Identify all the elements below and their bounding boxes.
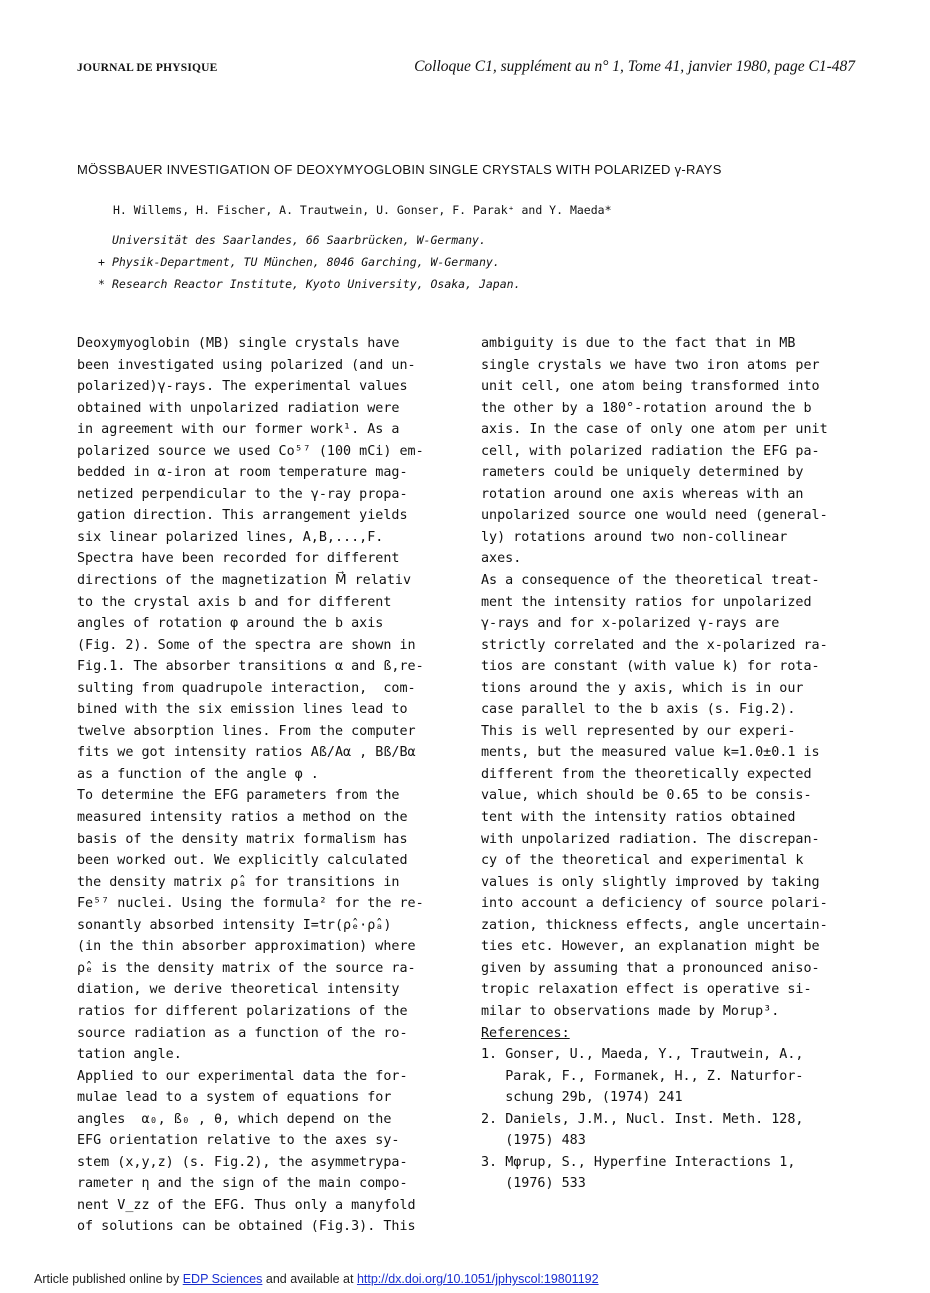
text-line: zation, thickness effects, angle uncertain- [481, 917, 828, 933]
text-line: with unpolarized radiation. The discrepan- [481, 831, 820, 847]
footer-notice [34, 1272, 599, 1286]
text-line: As a consequence of the theoretical treat- [481, 573, 820, 589]
text-line: the density matrix ρ̂ₐ for transitions in [77, 874, 400, 890]
text-line: ρ̂ₑ is the density matrix of the source ra- [77, 960, 416, 976]
doi-link[interactable]: http://dx.doi.org/10.1051/jphyscol:19801192 [356, 1272, 599, 1286]
text-line: tios are constant (with value k) for rota- [481, 659, 820, 675]
text-line: ments, but the measured value k=1.0±0.1 is [481, 745, 820, 761]
text-line: different from the theoretically expected [481, 766, 812, 782]
text-line: source radiation as a function of the ro- [77, 1025, 408, 1041]
text-line: This is well represented by our experi- [481, 723, 796, 739]
text-line: To determine the EFG parameters from the [77, 788, 400, 804]
reference-line [481, 1109, 861, 1131]
text-line: axes. [481, 551, 522, 567]
text-line: cy of the theoretical and experimental k [481, 853, 804, 869]
text-line: angles α₀, ß₀ , θ, which depend on the [77, 1111, 392, 1127]
text-line: fits we got intensity ratios Aß/Aα , Bß/Bα [77, 745, 416, 761]
text-line: case parallel to the b axis (s. Fig.2). [481, 702, 796, 718]
text-line: stem (x,y,z) (s. Fig.2), the asymmetrypa- [77, 1154, 408, 1170]
text-line: into account a deficiency of source polari- [481, 896, 828, 912]
reference-text: Parak, F., Formanek, H., Z. Naturfor- [505, 1068, 804, 1084]
text-line: tation angle. [77, 1047, 182, 1063]
text-line: twelve absorption lines. From the computer [77, 723, 416, 739]
text-line: polarized source we used Co⁵⁷ (100 mCi) em- [77, 443, 424, 459]
reference-line [481, 1087, 861, 1109]
text-line: tropic relaxation effect is operative si- [481, 982, 812, 998]
text-line: obtained with unpolarized radiation were [77, 400, 400, 416]
text-line: in agreement with our former work¹. As a [77, 422, 400, 438]
text-line: (Fig. 2). Some of the spectra are shown in [77, 637, 416, 653]
reference-line [481, 1152, 861, 1174]
publisher-link[interactable]: EDP Sciences [182, 1272, 263, 1286]
text-line: given by assuming that a pronounced aniso- [481, 960, 820, 976]
text-line: angles of rotation φ around the b axis [77, 616, 384, 632]
text-line: single crystals we have two iron atoms per [481, 357, 820, 373]
reference-text: schung 29b, (1974) 241 [505, 1090, 683, 1106]
text-line: sulting from quadrupole interaction, com- [77, 680, 416, 696]
text-line: (in the thin absorber approximation) where [77, 939, 416, 955]
text-line: basis of the density matrix formalism has [77, 831, 408, 847]
text-line: mulae lead to a system of equations for [77, 1090, 392, 1106]
text-line: ambiguity is due to the fact that in MB [481, 336, 796, 351]
text-line: tent with the intensity ratios obtained [481, 810, 796, 826]
reference-line [481, 1130, 861, 1152]
reference-number: 1. [481, 1047, 498, 1063]
author-list: H. Willems, H. Fischer, A. Trautwein, U. Gonser, F. Parak⁺ and Y. Maeda* [113, 203, 612, 217]
text-line: directions of the magnetization M⃗ relativ [77, 573, 412, 589]
text-line: as a function of the angle φ . [77, 766, 319, 782]
text-line: nent V_zz of the EFG. Thus only a manyfold [77, 1197, 416, 1213]
article-title: MÖSSBAUER INVESTIGATION OF DEOXYMYOGLOBIN SINGLE CRYSTALS WITH POLARIZED γ-RAYS [77, 162, 722, 177]
text-line: rameters could be uniquely determined by [481, 465, 804, 481]
text-line: ly) rotations around two non-collinear [481, 529, 788, 545]
text-line: to the crystal axis b and for different [77, 594, 392, 610]
text-line: Fig.1. The absorber transitions α and ß,re- [77, 659, 424, 675]
text-line: strictly correlated and the x-polarized ra- [481, 637, 828, 653]
text-line: Fe⁵⁷ nuclei. Using the formula² for the re- [77, 896, 424, 912]
reference-number: 3. [481, 1154, 498, 1170]
affiliation: Universität des Saarlandes, 66 Saarbrücken, W-Germany. [112, 233, 486, 247]
text-line: of solutions can be obtained (Fig.3). This [77, 1219, 416, 1235]
body-column-right [481, 333, 861, 1195]
affiliation: + Physik-Department, TU München, 8046 Garching, W-Germany. [98, 255, 500, 269]
text-line: Applied to our experimental data the for- [77, 1068, 408, 1084]
text-line: sonantly absorbed intensity I=tr(ρ̂ₑ·ρ̂ₐ) [77, 917, 392, 933]
journal-name: JOURNAL DE PHYSIQUE [77, 62, 218, 74]
footer-middle: and available at [265, 1272, 354, 1286]
text-line: EFG orientation relative to the axes sy- [77, 1133, 400, 1149]
reference-line [481, 1044, 861, 1066]
body-column-left [77, 333, 457, 1238]
text-line: values is only slightly improved by taking [481, 874, 820, 890]
text-line: rameter η and the sign of the main compo- [77, 1176, 408, 1192]
text-line: milar to observations made by Morup³. [481, 1003, 780, 1019]
text-line: diation, we derive theoretical intensity [77, 982, 400, 998]
text-line: γ-rays and for x-polarized γ-rays are [481, 616, 780, 632]
text-line: ties etc. However, an explanation might be [481, 939, 820, 955]
text-line: netized perpendicular to the γ-ray propa- [77, 486, 408, 502]
affiliation: * Research Reactor Institute, Kyoto University, Osaka, Japan. [98, 277, 521, 291]
reference-text: (1976) 533 [505, 1176, 586, 1192]
citation-line: Colloque C1, supplément au n° 1, Tome 41, janvier 1980, page C1-487 [414, 58, 855, 75]
text-line: gation direction. This arrangement yields [77, 508, 408, 524]
reference-number: 2. [481, 1111, 498, 1127]
text-line: value, which should be 0.65 to be consis- [481, 788, 812, 804]
text-line: unpolarized source one would need (general- [481, 508, 828, 524]
references-heading: References: [481, 1025, 570, 1041]
reference-line [481, 1066, 861, 1088]
text-line: ment the intensity ratios for unpolarized [481, 594, 812, 610]
reference-text: (1975) 483 [505, 1133, 586, 1149]
text-line: the other by a 180°-rotation around the b [481, 400, 812, 416]
text-line: tions around the y axis, which is in our [481, 680, 804, 696]
text-line: polarized)γ-rays. The experimental values [77, 379, 408, 395]
text-line: been worked out. We explicitly calculated [77, 853, 408, 869]
reference-text: Mφrup, S., Hyperfine Interactions 1, [505, 1154, 796, 1170]
text-line: axis. In the case of only one atom per unit [481, 422, 828, 438]
reference-text: Gonser, U., Maeda, Y., Trautwein, A., [505, 1047, 804, 1063]
text-line: ratios for different polarizations of the [77, 1003, 408, 1019]
reference-text: Daniels, J.M., Nucl. Inst. Meth. 128, [505, 1111, 804, 1127]
text-line: Spectra have been recorded for different [77, 551, 400, 567]
text-line: been investigated using polarized (and un- [77, 357, 416, 373]
text-line: rotation around one axis whereas with an [481, 486, 804, 502]
text-line: cell, with polarized radiation the EFG pa- [481, 443, 820, 459]
text-line: six linear polarized lines, A,B,...,F. [77, 529, 384, 545]
text-line: measured intensity ratios a method on the [77, 810, 408, 826]
text-line: bined with the six emission lines lead to [77, 702, 408, 718]
text-line: Deoxymyoglobin (MB) single crystals have [77, 336, 400, 351]
footer-prefix: Article published online by [34, 1272, 180, 1286]
reference-line [481, 1173, 861, 1195]
text-line: unit cell, one atom being transformed into [481, 379, 820, 395]
text-line: bedded in α-iron at room temperature mag- [77, 465, 408, 481]
